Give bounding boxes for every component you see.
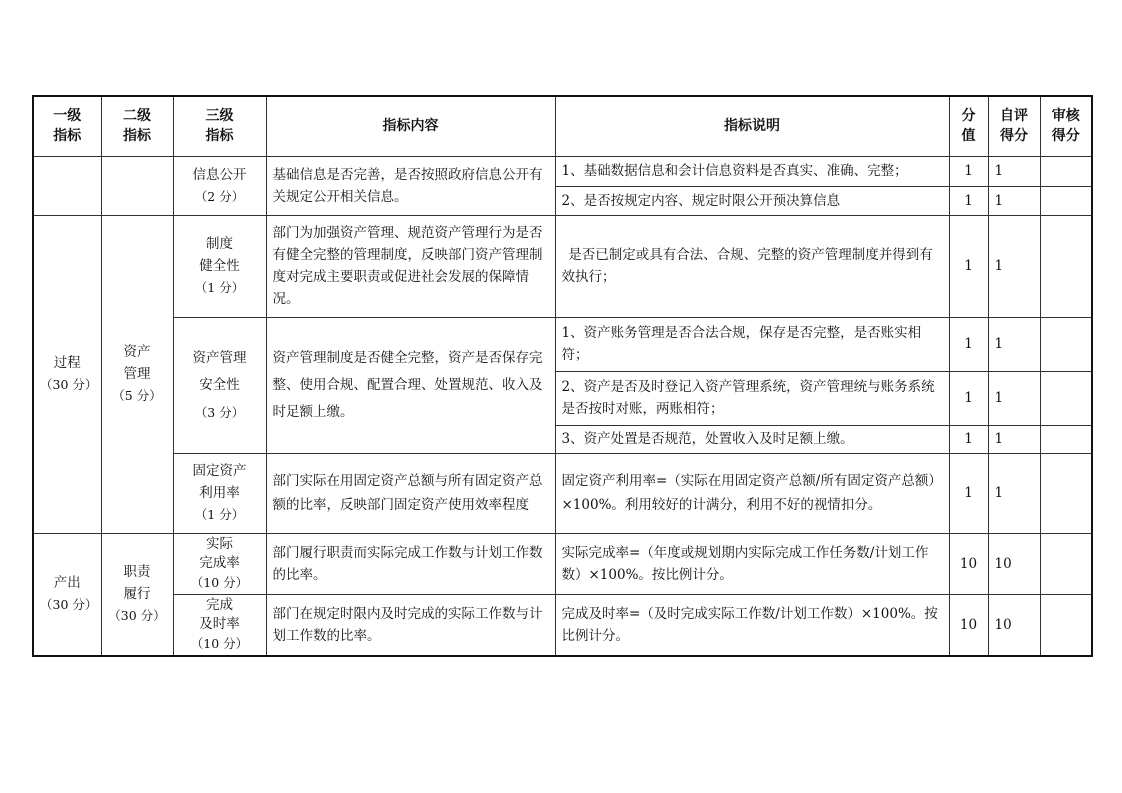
cell-empty-l1: [33, 156, 101, 215]
cell-self: 1: [988, 215, 1040, 317]
header-self: 自评 得分: [988, 96, 1040, 156]
cell-score: 1: [949, 371, 988, 425]
cell-desc: 实际完成率=（年度或规划期内实际完成工作任务数/计划工作数）×100%。按比例计分。: [555, 533, 949, 594]
cell-review: [1040, 425, 1092, 453]
cell-self: 1: [988, 453, 1040, 533]
cell-desc: 2、资产是否及时登记入资产管理系统，资产管理统与账务系统是否按时对账，两账相符；: [555, 371, 949, 425]
cell-score: 10: [949, 594, 988, 656]
cell-review: [1040, 186, 1092, 215]
table-row: [33, 594, 1092, 656]
evaluation-table: [32, 95, 1093, 657]
cell-content-info: 基础信息是否完善，是否按照政府信息公开有关规定公开相关信息。: [266, 156, 555, 215]
cell-desc: 完成及时率=（及时完成实际工作数/计划工作数）×100%。按比例计分。: [555, 594, 949, 656]
cell-score: 1: [949, 186, 988, 215]
header-level2: 二级 指标: [101, 96, 173, 156]
cell-l2-duty: 职责 履行 （30 分）: [101, 533, 173, 656]
cell-review: [1040, 371, 1092, 425]
cell-self: 1: [988, 317, 1040, 371]
cell-review: [1040, 156, 1092, 186]
table-row: [33, 453, 1092, 533]
cell-score: 10: [949, 533, 988, 594]
table-row: [33, 317, 1092, 371]
cell-self: 10: [988, 594, 1040, 656]
cell-self: 1: [988, 156, 1040, 186]
cell-score: 1: [949, 453, 988, 533]
cell-review: [1040, 453, 1092, 533]
cell-score: 1: [949, 317, 988, 371]
cell-score: 1: [949, 425, 988, 453]
cell-review: [1040, 533, 1092, 594]
cell-l2-asset: 资产 管理 （5 分）: [101, 215, 173, 533]
cell-l3-safety: 资产管理 安全性 （3 分）: [173, 317, 266, 453]
cell-desc: 1、资产账务管理是否合法合规，保存是否完整，是否账实相符；: [555, 317, 949, 371]
header-content: 指标内容: [266, 96, 555, 156]
cell-review: [1040, 317, 1092, 371]
header-level3: 三级 指标: [173, 96, 266, 156]
cell-content-timely: 部门在规定时限内及时完成的实际工作数与计划工作数的比率。: [266, 594, 555, 656]
cell-desc: 是否已制定或具有合法、合规、完整的资产管理制度并得到有效执行；: [555, 215, 949, 317]
cell-review: [1040, 594, 1092, 656]
table-row: [33, 156, 1092, 186]
cell-content-safety: 资产管理制度是否健全完整，资产是否保存完整、使用合规、配置合理、处置规范、收入及时足额上缴。: [266, 317, 555, 453]
cell-desc: 2、是否按规定内容、规定时限公开预决算信息: [555, 186, 949, 215]
cell-desc: 1、基础数据信息和会计信息资料是否真实、准确、完整；: [555, 156, 949, 186]
cell-content-fixed: 部门实际在用固定资产总额与所有固定资产总额的比率，反映部门固定资产使用效率程度: [266, 453, 555, 533]
header-desc: 指标说明: [555, 96, 949, 156]
table-row: [33, 533, 1092, 594]
cell-self: 10: [988, 533, 1040, 594]
header-level1: 一级 指标: [33, 96, 101, 156]
cell-l1-output: 产出 （30 分）: [33, 533, 101, 656]
cell-l3-actual: 实际 完成率 （10 分）: [173, 533, 266, 594]
header-score: 分 值: [949, 96, 988, 156]
cell-empty-l2: [101, 156, 173, 215]
cell-l3-system: 制度 健全性 （1 分）: [173, 215, 266, 317]
cell-content-system: 部门为加强资产管理、规范资产管理行为是否有健全完整的管理制度，反映部门资产管理制度对完成主要职责或促进社会发展的保障情况。: [266, 215, 555, 317]
cell-l3-info: 信息公开 （2 分）: [173, 156, 266, 215]
cell-l1-process: 过程 （30 分）: [33, 215, 101, 533]
cell-score: 1: [949, 156, 988, 186]
cell-self: 1: [988, 371, 1040, 425]
cell-self: 1: [988, 186, 1040, 215]
cell-review: [1040, 215, 1092, 317]
cell-desc: 固定资产利用率=（实际在用固定资产总额/所有固定资产总额）×100%。利用较好的计满分，利用不好的视情扣分。: [555, 453, 949, 533]
cell-desc: 3、资产处置是否规范，处置收入及时足额上缴。: [555, 425, 949, 453]
cell-l3-fixed: 固定资产 利用率 （1 分）: [173, 453, 266, 533]
header-review: 审核 得分: [1040, 96, 1092, 156]
cell-score: 1: [949, 215, 988, 317]
table-row: [33, 215, 1092, 317]
cell-self: 1: [988, 425, 1040, 453]
cell-l3-timely: 完成 及时率 （10 分）: [173, 594, 266, 656]
cell-content-actual: 部门履行职责而实际完成工作数与计划工作数的比率。: [266, 533, 555, 594]
header-row: [33, 96, 1092, 156]
